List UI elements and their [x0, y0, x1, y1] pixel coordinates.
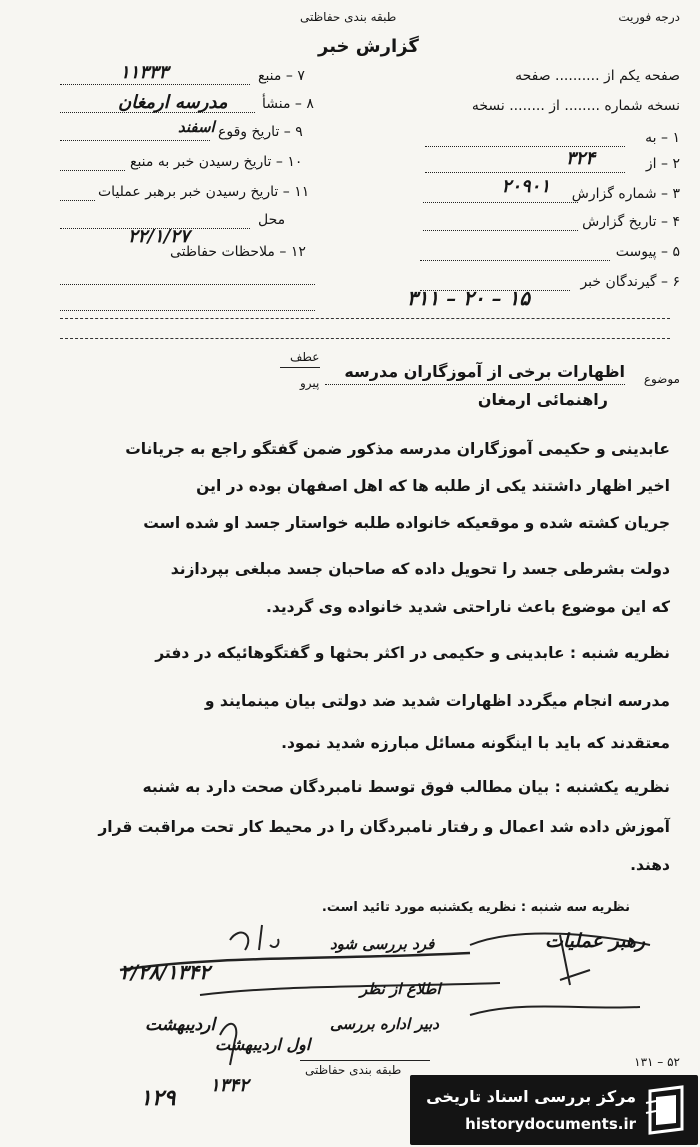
watermark-site: historydocuments.ir — [465, 1115, 636, 1133]
subject-line-1: اظهارات برخی از آموزگاران مدرسه — [344, 362, 625, 381]
report-title: گزارش خبر — [318, 36, 419, 57]
field-from-value: ۳۲۴ — [565, 148, 595, 169]
body-line-1: عابدینی و حکیمی آموزگاران مدرسه مذکور ضمن گفتگو راجع به جریانات — [125, 440, 670, 458]
copy-number-field: نسخه شماره ........ از ........ نسخه — [471, 98, 680, 114]
classification-header: طبقه بندی حفاظتی — [300, 10, 397, 24]
handwritten-note-5: اول اردیبهشت — [215, 1035, 311, 1054]
form-number: ۱۳۱ – ۵۲ — [634, 1055, 680, 1069]
field-incident-date-line — [60, 140, 210, 141]
body-line-5: که این موضوع باعث ناراحتی شدید خانواده وی گردید. — [266, 598, 670, 616]
field-attachment-label: ۵ – پیوست — [615, 244, 680, 260]
field-incident-date-value: اسفند — [178, 118, 215, 136]
field-report-number-label: ۳ – شماره گزارش — [571, 186, 680, 202]
body-line-10: آموزش داده شد اعمال و رفتار نامبردگان را در محیط کار تحت مراقبت قرار — [98, 818, 670, 836]
handwritten-number: ۱۲۹ — [140, 1085, 176, 1111]
watermark-banner — [410, 1075, 698, 1145]
page-count-field: صفحه یکم از .......... صفحه — [515, 68, 680, 84]
field-report-number-value: ۲۰۹۰۱ — [501, 176, 550, 197]
subject-underline — [325, 384, 625, 385]
field-from-label: ۲ – از — [645, 156, 680, 172]
field-incident-date-label: ۹ – تاریخ وقوع — [218, 124, 303, 140]
signature-operations-leader: رهبر عملیات — [544, 930, 645, 952]
atf-divider — [280, 367, 320, 368]
field-operations-received-line — [60, 200, 95, 201]
field-source-received-line — [60, 170, 125, 171]
handwritten-note-3: دبیر اداره بررسی — [330, 1015, 439, 1033]
field-to-label: ۱ – به — [645, 130, 680, 146]
field-location-value: ۲۲/۱/۲۷ — [128, 226, 190, 247]
body-line-9: نظریه یکشنبه : بیان مطالب فوق توسط نامبردگان صحت دارد به شنبه — [142, 778, 670, 796]
body-line-3: جریان کشته شده و موقعیکه خانواده طلبه خواستار جسد او شده است — [143, 514, 670, 532]
handwritten-date-1: ۲/۲۸/۱۳۴۲ — [120, 960, 210, 984]
field-source-label: ۷ – منبع — [258, 68, 305, 84]
field-security-notes-label: ۱۲ – ملاحظات حفاظتی — [170, 244, 306, 260]
footer-divider — [300, 1060, 430, 1061]
subject-label: موضوع — [643, 372, 680, 386]
body-line-7: مدرسه انجام میگردد اظهارات شدید ضد دولتی بیان مینمایند و — [204, 692, 670, 710]
handwritten-note-4: اردیبهشت — [145, 1015, 216, 1035]
separator-1 — [60, 318, 670, 319]
priority-label: درجه فوریت — [618, 10, 680, 24]
separator-2 — [60, 338, 670, 339]
watermark-org-name: مرکز بررسی اسناد تاریخی — [426, 1087, 636, 1106]
field-location-label: محل — [258, 212, 286, 228]
body-line-11: دهند. — [630, 856, 670, 874]
handwritten-note-1: فرد بررسی شود — [330, 935, 435, 953]
conclusion-line: نظریه سه شنبه : نظریه یکشنبه مورد تائید است. — [321, 900, 630, 915]
archive-logo-icon — [642, 1083, 690, 1137]
security-notes-line-2 — [60, 310, 315, 311]
field-attachment-line — [420, 260, 610, 261]
body-line-2: اخیر اظهار داشتند یکی از طلبه ها که اهل اصفهان بوده در این — [196, 477, 670, 495]
field-report-date-label: ۴ – تاریخ گزارش — [582, 214, 680, 230]
handwritten-date-2: ۱۳۴۲ — [210, 1075, 249, 1096]
field-report-date-line — [423, 230, 578, 231]
field-origin-label: ۸ – منشأ — [262, 96, 314, 112]
subject-line-2: راهنمائی ارمغان — [477, 390, 608, 409]
security-notes-line-1 — [60, 284, 315, 285]
field-origin-value: مدرسه ارمغان — [118, 92, 228, 113]
body-line-8: معتقدند که باید با اینگونه مسائل مبارزه شدید نمود. — [281, 734, 670, 752]
field-source-received-label: ۱۰ – تاریخ رسیدن خبر به منبع — [130, 154, 303, 170]
footer-classification: طبقه بندی حفاظتی — [305, 1063, 402, 1077]
field-to-line — [425, 146, 625, 147]
field-report-number-line — [423, 202, 578, 203]
field-source-value: ۱۱۳۳۳ — [120, 62, 169, 83]
peyro-label: پیرو — [300, 376, 320, 390]
field-source-line — [60, 84, 250, 85]
field-recipients-value: ۱۵ – ۲۰ – ۳۱۱ — [406, 286, 530, 310]
field-from-line — [425, 172, 625, 173]
body-line-4: دولت بشرطی جسد را تحویل داده که صاحبان جسد مبلغی بپردازند — [170, 560, 670, 578]
field-recipients-label: ۶ – گیرندگان خبر — [580, 274, 680, 290]
field-operations-received-label: ۱۱ – تاریخ رسیدن خبر برهبر عملیات — [98, 184, 310, 200]
body-line-6: نظریه شنبه : عابدینی و حکیمی در اکثر بحثها و گفتگوهائیکه در دفتر — [155, 644, 670, 662]
atf-label: عطف — [290, 350, 320, 364]
handwritten-note-2: اطلاع از نظر — [360, 980, 441, 998]
